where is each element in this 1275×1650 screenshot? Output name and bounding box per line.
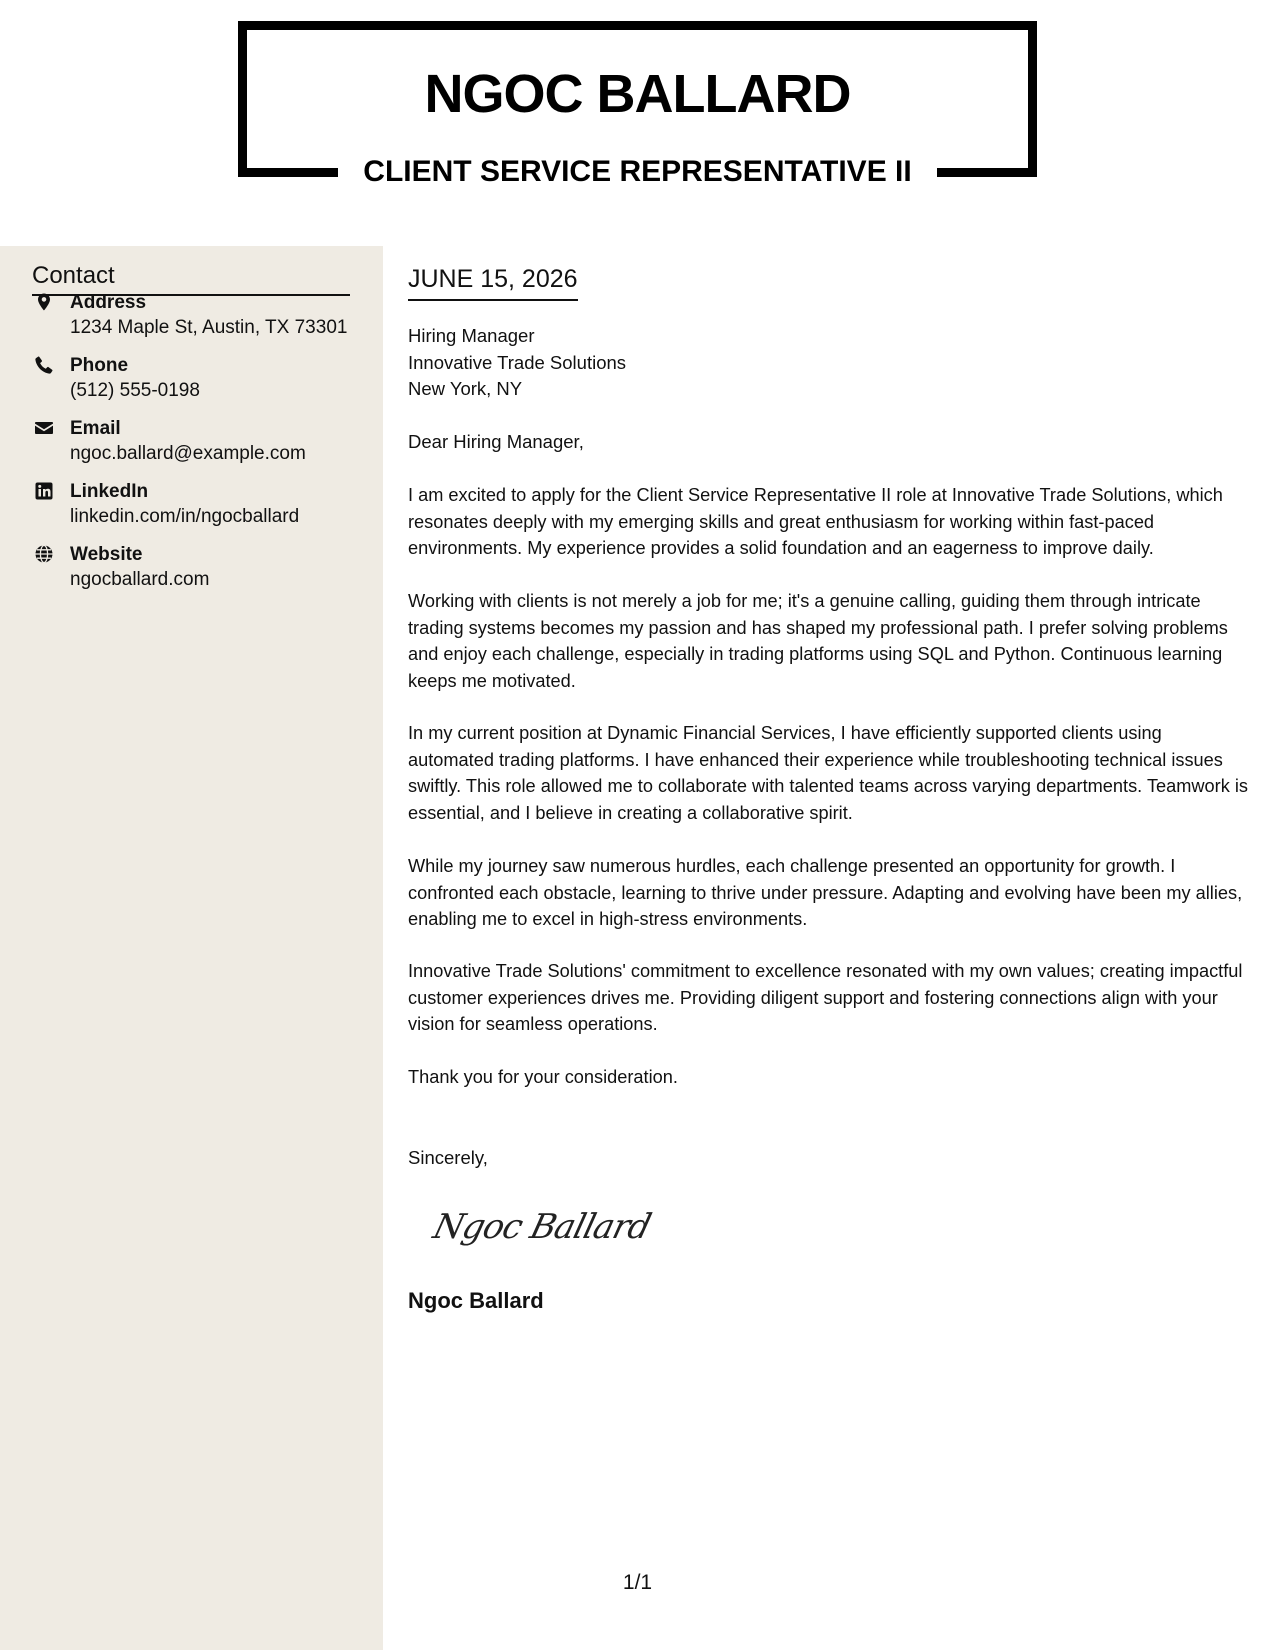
contact-label-linkedin: LinkedIn xyxy=(70,481,149,502)
body-paragraph: I am excited to apply for the Client Service Representative II role at Innovative Trade Solutions, which resonates deeply with my emerging skills and great enthusiasm for working within fast-paced environments. My experience provides a solid foundation and an eagerness to improve daily. xyxy=(408,485,1223,558)
recipient-block xyxy=(408,323,1238,403)
contact-value-linkedin: linkedin.com/in/ngocballard xyxy=(70,506,300,527)
contact-value-website: ngocballard.com xyxy=(70,569,210,590)
signer-name: Ngoc Ballard xyxy=(408,1288,544,1313)
contact-label-phone: Phone xyxy=(70,355,129,376)
body-paragraph: In my current position at Dynamic Financial Services, I have efficiently supported clients using automated trading platforms. I have enhanced their experience while troubleshooting technical issues swiftly. This role allowed me to collaborate with talented teams across varying departments. Teamwork is essential, and I believe in creating a collaborative spirit. xyxy=(408,723,1249,823)
recipient-location: New York, NY xyxy=(408,378,523,399)
recipient-title: Hiring Manager xyxy=(408,325,535,346)
page-number: 1/1 xyxy=(622,1571,653,1594)
body-paragraph: Innovative Trade Solutions' commitment to excellence resonated with my own values; creating impactful customer experiences drives me. Providing diligent support and fostering connections align with your vision for seamless operations. xyxy=(408,961,1243,1034)
linkedin-icon xyxy=(34,481,54,501)
applicant-name: NGOC BALLARD xyxy=(424,64,851,124)
job-title: CLIENT SERVICE REPRESENTATIVE II xyxy=(363,155,912,188)
body-paragraph: Working with clients is not merely a job for me; it's a genuine calling, guiding them through intricate trading systems becomes my passion and has shaped my professional path. I prefer solving problems and enjoy each challenge, especially in trading platforms using SQL and Python. Continuous learning keeps me motivated. xyxy=(408,591,1228,691)
contact-item-linkedin xyxy=(32,479,372,535)
phone-icon xyxy=(34,355,54,375)
contact-label-website: Website xyxy=(70,544,143,565)
contact-label-email: Email xyxy=(70,418,121,439)
handwritten-signature xyxy=(428,1196,668,1256)
map-pin-icon xyxy=(34,292,54,312)
closing: Sincerely, xyxy=(408,1147,488,1168)
contact-label-address: Address xyxy=(70,292,147,313)
contact-heading: Contact xyxy=(32,260,350,296)
contact-value-email: ngoc.ballard@example.com xyxy=(70,443,306,464)
svg-text:Ngoc Ballard: Ngoc Ballard xyxy=(429,1207,655,1247)
contact-value-phone: (512) 555-0198 xyxy=(70,380,200,401)
contact-item-phone xyxy=(32,353,372,409)
contact-item-email xyxy=(32,416,372,472)
contact-sidebar xyxy=(0,246,383,1650)
contact-item-website xyxy=(32,542,372,598)
recipient-company: Innovative Trade Solutions xyxy=(408,351,627,373)
contact-item-address xyxy=(32,290,372,346)
letter-date: JUNE 15, 2026 xyxy=(408,263,578,301)
letter-header xyxy=(0,0,1275,246)
salutation: Dear Hiring Manager, xyxy=(408,431,584,452)
envelope-icon xyxy=(34,418,54,438)
contact-value-address: 1234 Maple St, Austin, TX 73301 xyxy=(70,317,348,338)
body-paragraph: While my journey saw numerous hurdles, each challenge presented an opportunity for growth. I confronted each obstacle, learning to thrive under pressure. Adapting and evolving have been my allies, enabling me to excel in high-stress environments. xyxy=(408,856,1243,929)
body-paragraph: Thank you for your consideration. xyxy=(408,1067,678,1087)
globe-icon xyxy=(34,544,54,564)
